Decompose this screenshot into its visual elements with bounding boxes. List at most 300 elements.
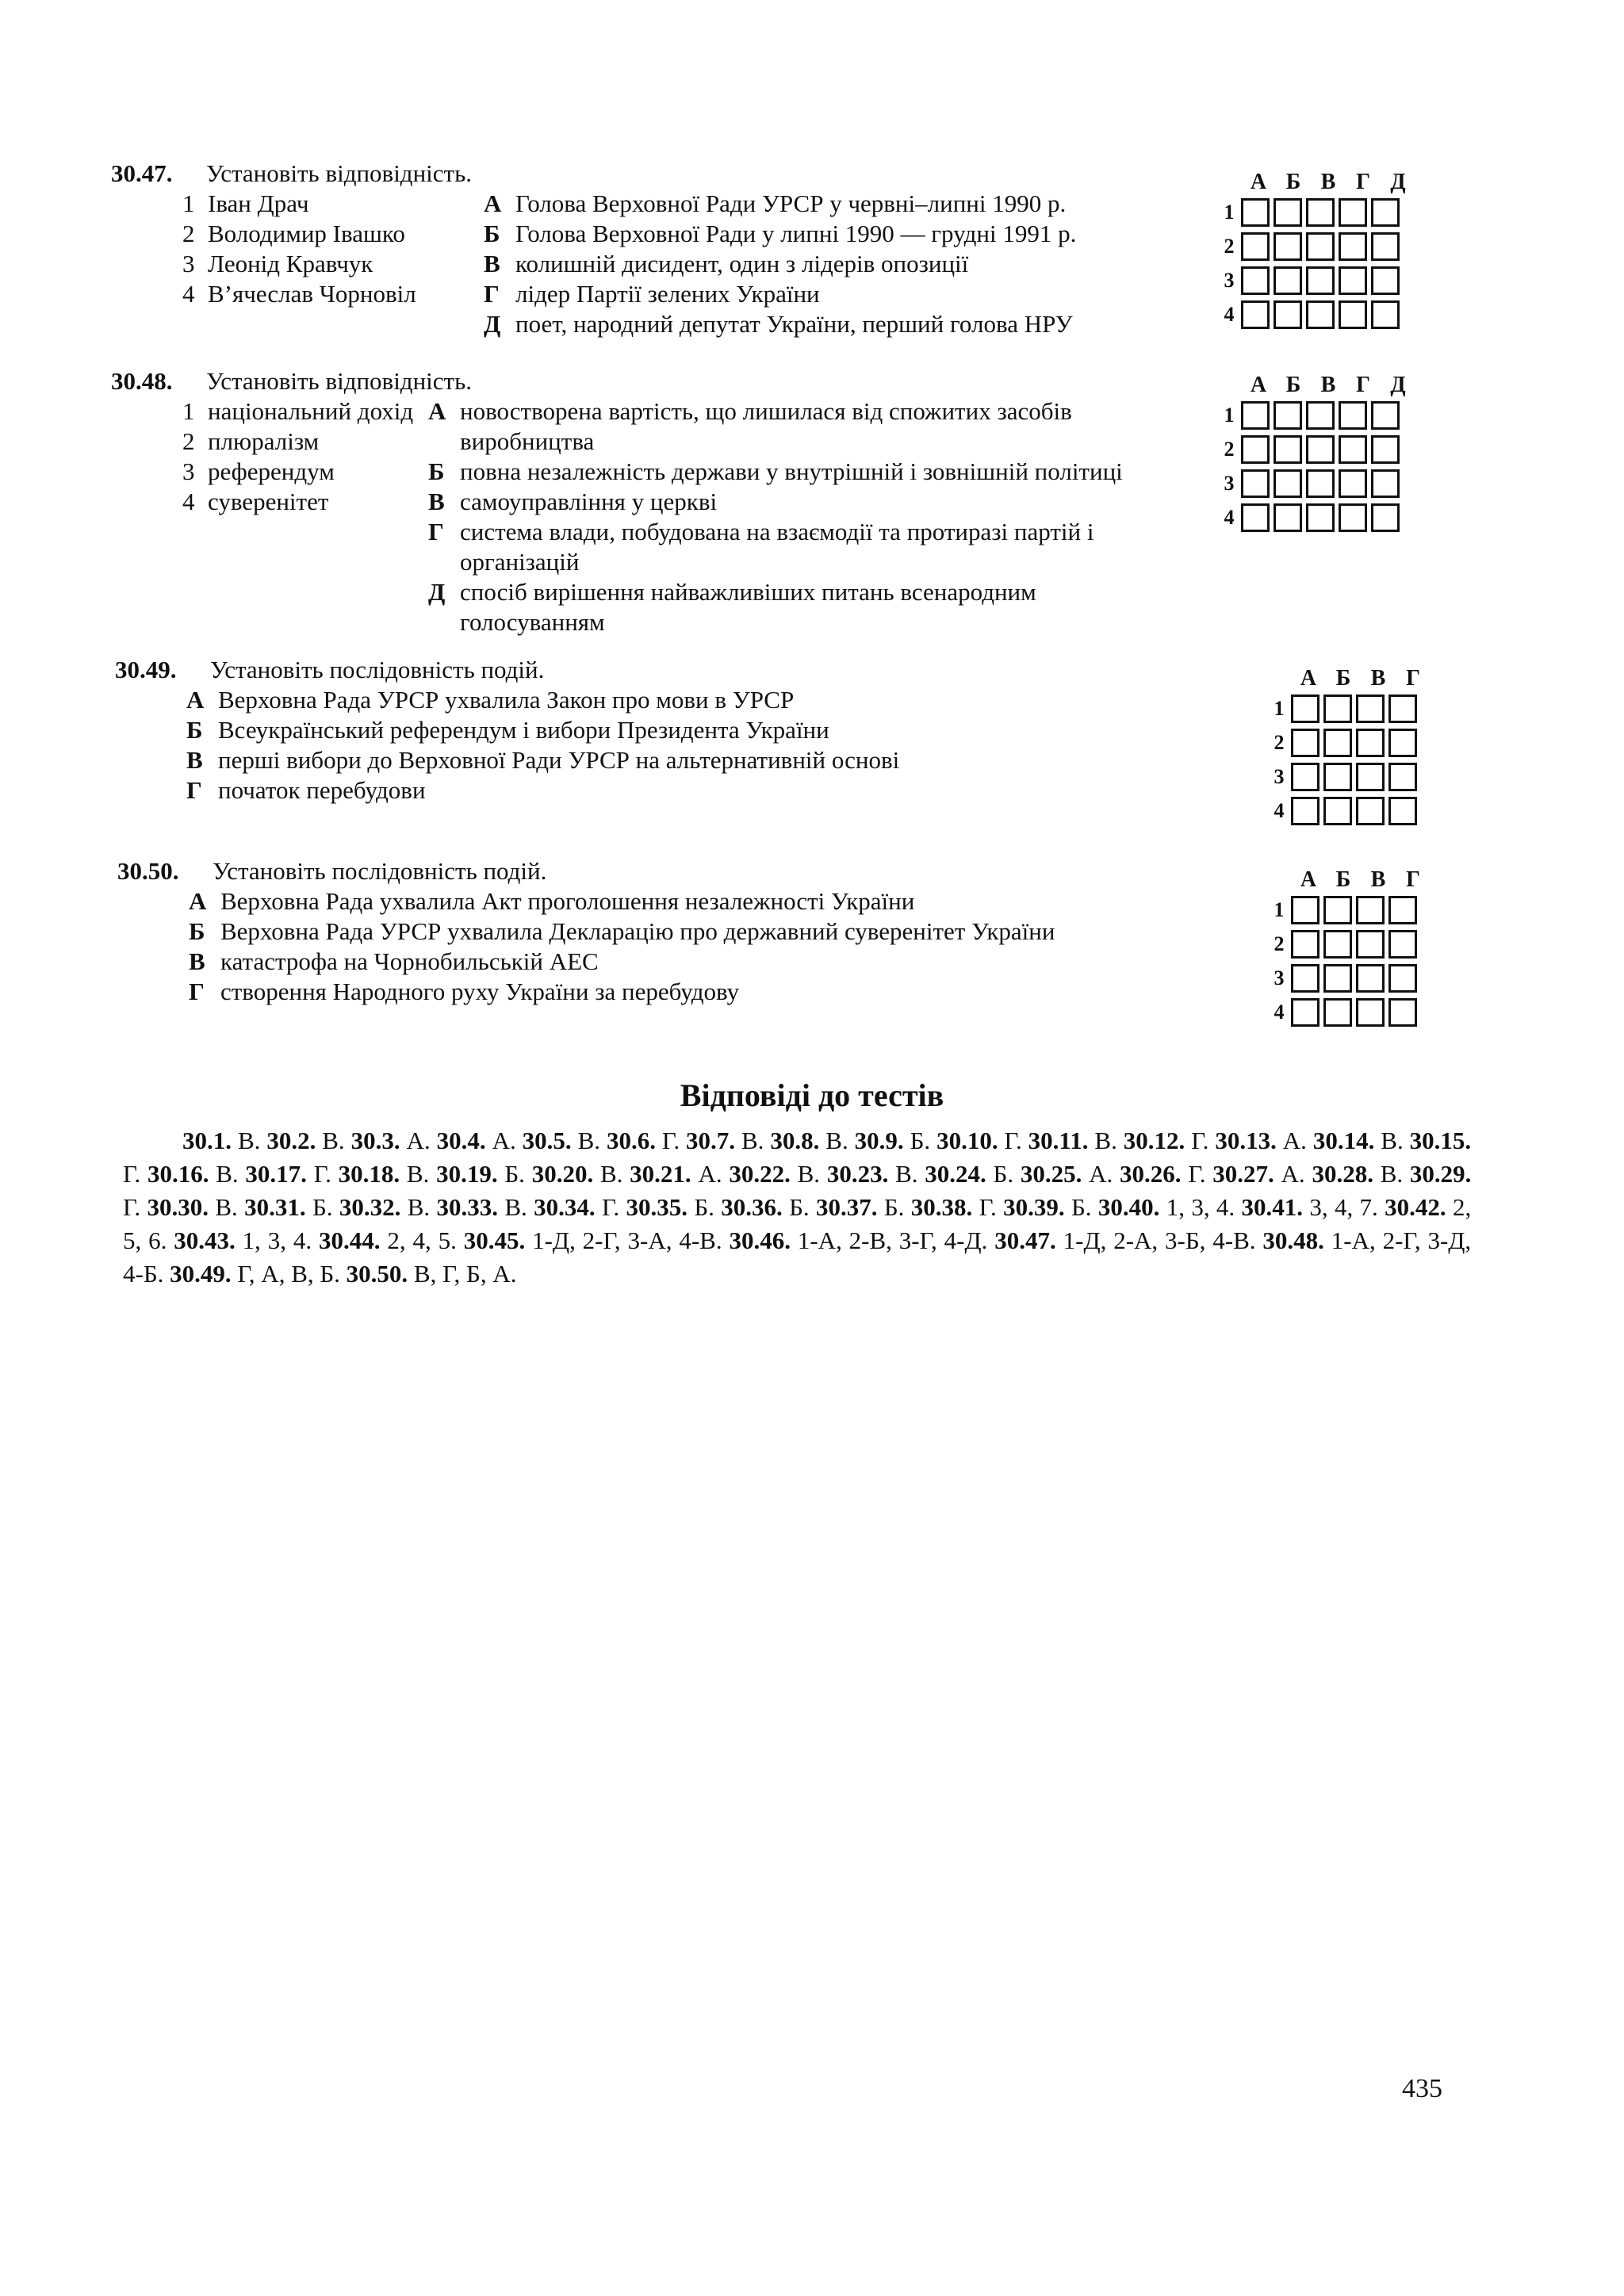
answer-value: В. <box>741 1127 764 1154</box>
answer-number: 30.12. <box>1123 1127 1185 1154</box>
right-item <box>428 517 1174 577</box>
answer-value: В. <box>825 1127 848 1154</box>
grid-row-label: 2 <box>1274 730 1285 754</box>
question-number: 30.50. <box>117 857 179 885</box>
answer-value: Б. <box>504 1160 525 1188</box>
answer-checkbox[interactable] <box>1339 300 1367 329</box>
left-item <box>182 427 428 457</box>
item-letter: В <box>428 488 445 515</box>
question-number: 30.47. <box>111 159 173 187</box>
left-item <box>182 396 428 427</box>
answer-checkbox[interactable] <box>1306 232 1335 261</box>
answer-number: 30.33. <box>436 1193 499 1221</box>
answer-value: В, Г, Б, А. <box>413 1260 517 1288</box>
answer-value: Г. <box>979 1193 997 1221</box>
answer-checkbox[interactable] <box>1323 930 1352 959</box>
answer-number: 30.30. <box>147 1193 209 1221</box>
grid-col-label: А <box>1250 373 1267 397</box>
left-item <box>182 219 468 249</box>
grid-row <box>1267 794 1431 828</box>
answer-number: 30.39. <box>1003 1193 1065 1221</box>
answer-checkbox[interactable] <box>1241 198 1270 227</box>
item-text: лідер Партії зелених України <box>515 280 820 308</box>
answer-value: Г, А, В, Б. <box>237 1260 340 1288</box>
item-text: Голова Верховної Ради УРСР у червні–липні 1990 р. <box>515 189 1067 217</box>
answer-number: 30.45. <box>463 1226 526 1254</box>
sequence-item <box>117 947 1228 977</box>
answer-checkbox[interactable] <box>1388 797 1417 825</box>
answer-number: 30.43. <box>174 1226 236 1254</box>
answer-value: Б. <box>312 1193 333 1221</box>
answer-value: А. <box>1282 1127 1307 1154</box>
answer-value: В. <box>1094 1127 1117 1154</box>
grid-row <box>1267 995 1431 1029</box>
answer-checkbox[interactable] <box>1371 232 1400 261</box>
item-text: катастрофа на Чорнобильській АЕС <box>220 947 599 975</box>
right-item <box>428 487 1174 517</box>
answer-checkbox[interactable] <box>1241 300 1270 329</box>
grid-col-label: Г <box>1406 666 1420 691</box>
item-number: 1 <box>182 189 195 217</box>
grid-col-label: В <box>1320 170 1336 194</box>
question-title: Установіть відповідність. <box>206 367 472 395</box>
item-number: 3 <box>182 250 195 277</box>
answer-value: 2, 4, 5. <box>387 1226 457 1254</box>
sequence-item <box>115 775 1225 806</box>
answer-number: 30.24. <box>925 1160 986 1188</box>
left-item <box>182 189 468 219</box>
item-text: поет, народний депутат України, перший голова НРУ <box>515 310 1073 338</box>
answer-value: В. <box>797 1160 821 1188</box>
sequence-item <box>117 886 1228 916</box>
grid-row <box>1267 927 1431 961</box>
grid-row <box>1217 500 1415 534</box>
grid-header <box>1241 168 1415 195</box>
answer-value: А. <box>1281 1160 1305 1188</box>
answer-value: В. <box>599 1160 623 1188</box>
item-text: суверенітет <box>208 488 329 515</box>
answer-number: 30.25. <box>1020 1160 1082 1188</box>
answer-checkbox[interactable] <box>1306 401 1335 430</box>
grid-row <box>1217 263 1415 297</box>
item-letter: Д <box>428 578 446 606</box>
item-text: національний дохід <box>208 397 414 425</box>
answer-value: 1-А, 2-В, 3-Г, 4-Д. <box>797 1226 988 1254</box>
question-30-50 <box>117 856 1228 1007</box>
answer-checkbox[interactable] <box>1339 435 1367 464</box>
answer-number: 30.42. <box>1385 1193 1446 1221</box>
answer-value: Г. <box>1004 1127 1022 1154</box>
answer-checkbox[interactable] <box>1339 401 1367 430</box>
answer-checkbox[interactable] <box>1274 300 1302 329</box>
grid-row <box>1267 691 1431 725</box>
answer-checkbox[interactable] <box>1371 469 1400 498</box>
grid-row-label: 3 <box>1224 268 1235 292</box>
answer-checkbox[interactable] <box>1388 729 1417 757</box>
answer-value: Г. <box>1191 1127 1209 1154</box>
answer-checkbox[interactable] <box>1306 469 1335 498</box>
answer-checkbox[interactable] <box>1241 469 1270 498</box>
answer-checkbox[interactable] <box>1323 964 1352 993</box>
answer-checkbox[interactable] <box>1291 729 1320 757</box>
item-text: референдум <box>208 457 335 485</box>
answer-checkbox[interactable] <box>1306 266 1335 295</box>
answer-number: 30.17. <box>245 1160 307 1188</box>
right-item <box>484 279 1076 309</box>
answer-number: 30.49. <box>170 1260 232 1288</box>
grid-row-label: 4 <box>1224 302 1235 326</box>
right-column <box>428 396 1174 637</box>
item-text: самоуправління у церкві <box>460 488 718 515</box>
answer-number: 30.14. <box>1312 1127 1375 1154</box>
answer-value: 1-А, 2-Г, 3-Д, 4-Б. <box>123 1226 1472 1288</box>
item-letter: Б <box>186 716 203 744</box>
grid-row-label: 4 <box>1224 505 1235 529</box>
answer-number: 30.48. <box>1262 1226 1324 1254</box>
answer-checkbox[interactable] <box>1323 695 1352 723</box>
question-30-48 <box>111 366 1221 637</box>
grid-row <box>1217 432 1415 466</box>
item-text: новостворена вартість, що лишилася від спожитих засобів виробництва <box>460 397 1072 455</box>
item-letter: А <box>428 397 446 425</box>
grid-col-label: В <box>1370 867 1386 892</box>
answer-checkbox[interactable] <box>1388 930 1417 959</box>
grid-row-label: 2 <box>1274 932 1285 955</box>
item-text: В’ячеслав Чорновіл <box>208 280 416 308</box>
answer-grid-30-47 <box>1217 168 1415 331</box>
answer-value: В. <box>1381 1127 1404 1154</box>
answer-checkbox[interactable] <box>1323 797 1352 825</box>
answer-checkbox[interactable] <box>1388 998 1417 1027</box>
answer-checkbox[interactable] <box>1274 401 1302 430</box>
item-text: Всеукраїнський референдум і вибори Президента України <box>218 716 829 744</box>
answer-checkbox[interactable] <box>1241 266 1270 295</box>
answer-number: 30.38. <box>910 1193 973 1221</box>
grid-header <box>1291 664 1431 691</box>
answers-key <box>123 1124 1471 1291</box>
answer-value: В. <box>1380 1160 1404 1188</box>
answer-checkbox[interactable] <box>1356 964 1385 993</box>
item-letter: В <box>189 947 205 975</box>
answer-value: Г. <box>1188 1160 1206 1188</box>
answer-value: А. <box>492 1127 516 1154</box>
item-letter: В <box>186 746 203 774</box>
answer-value: Г. <box>123 1193 141 1221</box>
answer-number: 30.22. <box>729 1160 791 1188</box>
grid-row-label: 3 <box>1224 471 1235 495</box>
grid-col-label: А <box>1300 867 1317 892</box>
item-letter: А <box>186 686 205 714</box>
answer-number: 30.37. <box>816 1193 878 1221</box>
grid-col-label: А <box>1300 666 1317 691</box>
answer-number: 30.44. <box>318 1226 381 1254</box>
item-text: спосіб вирішення найважливіших питань всенародним голосуванням <box>460 578 1036 636</box>
answer-checkbox[interactable] <box>1274 469 1302 498</box>
answer-number: 30.35. <box>626 1193 688 1221</box>
sequence-list <box>115 685 1225 806</box>
answer-checkbox[interactable] <box>1371 435 1400 464</box>
item-letter: А <box>484 189 502 217</box>
item-letter: В <box>484 250 500 277</box>
item-letter: Г <box>186 776 202 804</box>
answer-number: 30.6. <box>606 1127 656 1154</box>
answer-number: 30.11. <box>1028 1127 1089 1154</box>
question-number: 30.49. <box>115 656 177 683</box>
answer-number: 30.21. <box>630 1160 691 1188</box>
answer-checkbox[interactable] <box>1323 998 1352 1027</box>
answer-checkbox[interactable] <box>1371 401 1400 430</box>
answer-checkbox[interactable] <box>1371 266 1400 295</box>
answer-number: 30.7. <box>686 1127 736 1154</box>
sequence-item <box>117 977 1228 1007</box>
right-item <box>428 577 1174 637</box>
answer-value: 1-Д, 2-А, 3-Б, 4-В. <box>1063 1226 1256 1254</box>
answer-value: А. <box>698 1160 722 1188</box>
grid-row <box>1267 725 1431 760</box>
grid-col-label: Д <box>1390 170 1406 194</box>
answer-grid-30-49 <box>1267 664 1431 828</box>
grid-col-label: Б <box>1335 867 1351 892</box>
question-30-47 <box>111 159 1221 339</box>
answer-number: 30.29. <box>1409 1160 1472 1188</box>
item-text: Верховна Рада УРСР ухвалила Декларацію про державний суверенітет України <box>220 917 1055 945</box>
answer-value: 1-Д, 2-Г, 3-А, 4-В. <box>532 1226 722 1254</box>
grid-col-label: Г <box>1356 170 1370 194</box>
item-letter: Г <box>428 518 444 545</box>
item-number: 4 <box>182 280 195 308</box>
answer-checkbox[interactable] <box>1291 695 1320 723</box>
answer-number: 30.23. <box>826 1160 889 1188</box>
item-text: плюралізм <box>208 427 320 455</box>
answer-checkbox[interactable] <box>1356 695 1385 723</box>
answer-value: Г. <box>602 1193 620 1221</box>
answer-checkbox[interactable] <box>1241 435 1270 464</box>
right-item <box>484 249 1076 279</box>
answer-checkbox[interactable] <box>1388 763 1417 791</box>
answer-value: Б. <box>694 1193 714 1221</box>
grid-col-label: В <box>1320 373 1336 397</box>
answer-number: 30.20. <box>531 1160 594 1188</box>
answer-checkbox[interactable] <box>1323 763 1352 791</box>
answer-value: 3, 4, 7. <box>1309 1193 1378 1221</box>
answer-value: В. <box>216 1160 239 1188</box>
question-title: Установіть послідовність подій. <box>210 656 545 683</box>
answer-number: 30.31. <box>244 1193 306 1221</box>
answer-checkbox[interactable] <box>1356 896 1385 924</box>
item-number: 1 <box>182 397 195 425</box>
answer-number: 30.13. <box>1215 1127 1277 1154</box>
left-column <box>182 396 428 637</box>
answer-number: 30.3. <box>350 1127 400 1154</box>
answer-number: 30.36. <box>721 1193 783 1221</box>
grid-row-label: 4 <box>1274 798 1285 822</box>
grid-col-label: Б <box>1285 170 1301 194</box>
answer-value: В. <box>322 1127 345 1154</box>
grid-col-label: Б <box>1335 666 1351 691</box>
left-item <box>182 487 428 517</box>
answer-number: 30.47. <box>994 1226 1056 1254</box>
answer-checkbox[interactable] <box>1241 232 1270 261</box>
answer-number: 30.50. <box>346 1260 408 1288</box>
answer-checkbox[interactable] <box>1274 232 1302 261</box>
answer-value: 1, 3, 4. <box>242 1226 312 1254</box>
answer-value: Г. <box>123 1160 141 1188</box>
answer-value: Б. <box>993 1160 1014 1188</box>
answer-number: 30.5. <box>522 1127 572 1154</box>
answer-number: 30.27. <box>1212 1160 1274 1188</box>
answer-checkbox[interactable] <box>1356 797 1385 825</box>
left-column <box>182 189 468 339</box>
answer-value: Б. <box>789 1193 810 1221</box>
question-30-49 <box>115 655 1225 806</box>
answer-checkbox[interactable] <box>1291 797 1320 825</box>
answer-checkbox[interactable] <box>1241 401 1270 430</box>
left-item <box>182 279 468 309</box>
answer-number: 30.34. <box>534 1193 596 1221</box>
answer-checkbox[interactable] <box>1291 964 1320 993</box>
answer-number: 30.15. <box>1409 1127 1472 1154</box>
sequence-list <box>117 886 1228 1007</box>
item-text: Володимир Івашко <box>208 220 405 247</box>
answer-number: 30.16. <box>147 1160 209 1188</box>
answer-number: 30.18. <box>338 1160 400 1188</box>
answer-value: Б. <box>883 1193 905 1221</box>
grid-header <box>1291 866 1431 893</box>
answer-checkbox[interactable] <box>1388 964 1417 993</box>
answer-grid-30-48 <box>1217 371 1415 534</box>
answer-checkbox[interactable] <box>1306 300 1335 329</box>
answer-number: 30.19. <box>436 1160 498 1188</box>
answer-checkbox[interactable] <box>1371 300 1400 329</box>
answer-checkbox[interactable] <box>1241 503 1270 532</box>
answer-checkbox[interactable] <box>1291 998 1320 1027</box>
item-text: створення Народного руху України за перебудову <box>220 978 740 1005</box>
answer-number: 30.26. <box>1120 1160 1182 1188</box>
item-text: Іван Драч <box>208 189 309 217</box>
grid-row-label: 4 <box>1274 1000 1285 1024</box>
right-column <box>484 189 1076 339</box>
answer-value: В. <box>895 1160 918 1188</box>
answer-checkbox[interactable] <box>1371 198 1400 227</box>
answer-checkbox[interactable] <box>1274 266 1302 295</box>
answer-checkbox[interactable] <box>1323 896 1352 924</box>
item-text: Леонід Кравчук <box>208 250 373 277</box>
grid-row-label: 1 <box>1274 897 1285 921</box>
answer-checkbox[interactable] <box>1274 198 1302 227</box>
item-text: система влади, побудована на взаємодії та протиразі партій і організацій <box>460 518 1094 576</box>
sequence-item <box>115 715 1225 745</box>
answer-checkbox[interactable] <box>1388 695 1417 723</box>
question-number: 30.48. <box>111 367 173 395</box>
grid-row <box>1267 961 1431 995</box>
answer-value: В. <box>407 1193 431 1221</box>
answer-checkbox[interactable] <box>1306 198 1335 227</box>
answer-value: А. <box>1089 1160 1113 1188</box>
answer-number: 30.2. <box>266 1127 316 1154</box>
answer-number: 30.28. <box>1312 1160 1373 1188</box>
left-item <box>182 249 468 279</box>
grid-row <box>1217 297 1415 331</box>
answer-number: 30.8. <box>770 1127 820 1154</box>
answer-checkbox[interactable] <box>1306 503 1335 532</box>
answer-checkbox[interactable] <box>1291 896 1320 924</box>
answer-value: В. <box>237 1127 261 1154</box>
answer-checkbox[interactable] <box>1274 435 1302 464</box>
answer-value: В. <box>406 1160 430 1188</box>
sequence-item <box>115 745 1225 775</box>
answer-value: Г. <box>661 1127 680 1154</box>
right-item <box>484 189 1076 219</box>
answer-number: 30.4. <box>436 1127 486 1154</box>
grid-row-label: 2 <box>1224 437 1235 461</box>
answer-checkbox[interactable] <box>1291 763 1320 791</box>
grid-row-label: 2 <box>1224 234 1235 258</box>
answer-checkbox[interactable] <box>1339 232 1367 261</box>
right-item <box>428 457 1174 487</box>
answer-checkbox[interactable] <box>1356 930 1385 959</box>
answer-number: 30.9. <box>854 1127 904 1154</box>
grid-row-label: 1 <box>1224 200 1235 224</box>
answer-checkbox[interactable] <box>1356 763 1385 791</box>
answer-checkbox[interactable] <box>1339 198 1367 227</box>
answer-checkbox[interactable] <box>1371 503 1400 532</box>
right-item <box>484 219 1076 249</box>
answer-checkbox[interactable] <box>1291 930 1320 959</box>
item-text: Верховна Рада ухвалила Акт проголошення незалежності України <box>220 887 915 915</box>
page-number: 435 <box>1402 2074 1442 2103</box>
grid-row-label: 1 <box>1274 696 1285 720</box>
answer-grid-30-50 <box>1267 866 1431 1029</box>
answer-checkbox[interactable] <box>1388 896 1417 924</box>
item-letter: Б <box>428 457 445 485</box>
answer-checkbox[interactable] <box>1306 435 1335 464</box>
answer-number: 30.46. <box>729 1226 791 1254</box>
grid-col-label: В <box>1370 666 1386 691</box>
item-letter: Б <box>189 917 205 945</box>
question-title: Установіть відповідність. <box>206 159 472 187</box>
grid-row <box>1217 195 1415 229</box>
item-text: Верховна Рада УРСР ухвалила Закон про мови в УРСР <box>218 686 795 714</box>
answer-checkbox[interactable] <box>1339 469 1367 498</box>
right-item <box>428 396 1174 457</box>
grid-row-label: 3 <box>1274 966 1285 989</box>
grid-row <box>1217 398 1415 432</box>
answer-value: Б. <box>1071 1193 1092 1221</box>
grid-col-label: Д <box>1390 373 1406 397</box>
grid-row-label: 1 <box>1224 403 1235 427</box>
sequence-item <box>115 685 1225 715</box>
answer-checkbox[interactable] <box>1323 729 1352 757</box>
item-text: Голова Верховної Ради у липні 1990 — грудні 1991 р. <box>515 220 1077 247</box>
answer-checkbox[interactable] <box>1339 503 1367 532</box>
question-title: Установіть послідовність подій. <box>213 857 547 885</box>
left-item <box>182 457 428 487</box>
answer-checkbox[interactable] <box>1356 998 1385 1027</box>
answer-number: 30.41. <box>1241 1193 1304 1221</box>
answer-checkbox[interactable] <box>1356 729 1385 757</box>
answer-value: 1, 3, 4. <box>1166 1193 1235 1221</box>
item-number: 3 <box>182 457 195 485</box>
item-letter: А <box>189 887 207 915</box>
grid-col-label: Б <box>1285 373 1301 397</box>
item-letter: Д <box>484 310 501 338</box>
grid-col-label: Г <box>1356 373 1370 397</box>
sequence-item <box>117 916 1228 947</box>
grid-header <box>1241 371 1415 398</box>
answer-value: В. <box>504 1193 527 1221</box>
answer-checkbox[interactable] <box>1274 503 1302 532</box>
answer-checkbox[interactable] <box>1339 266 1367 295</box>
